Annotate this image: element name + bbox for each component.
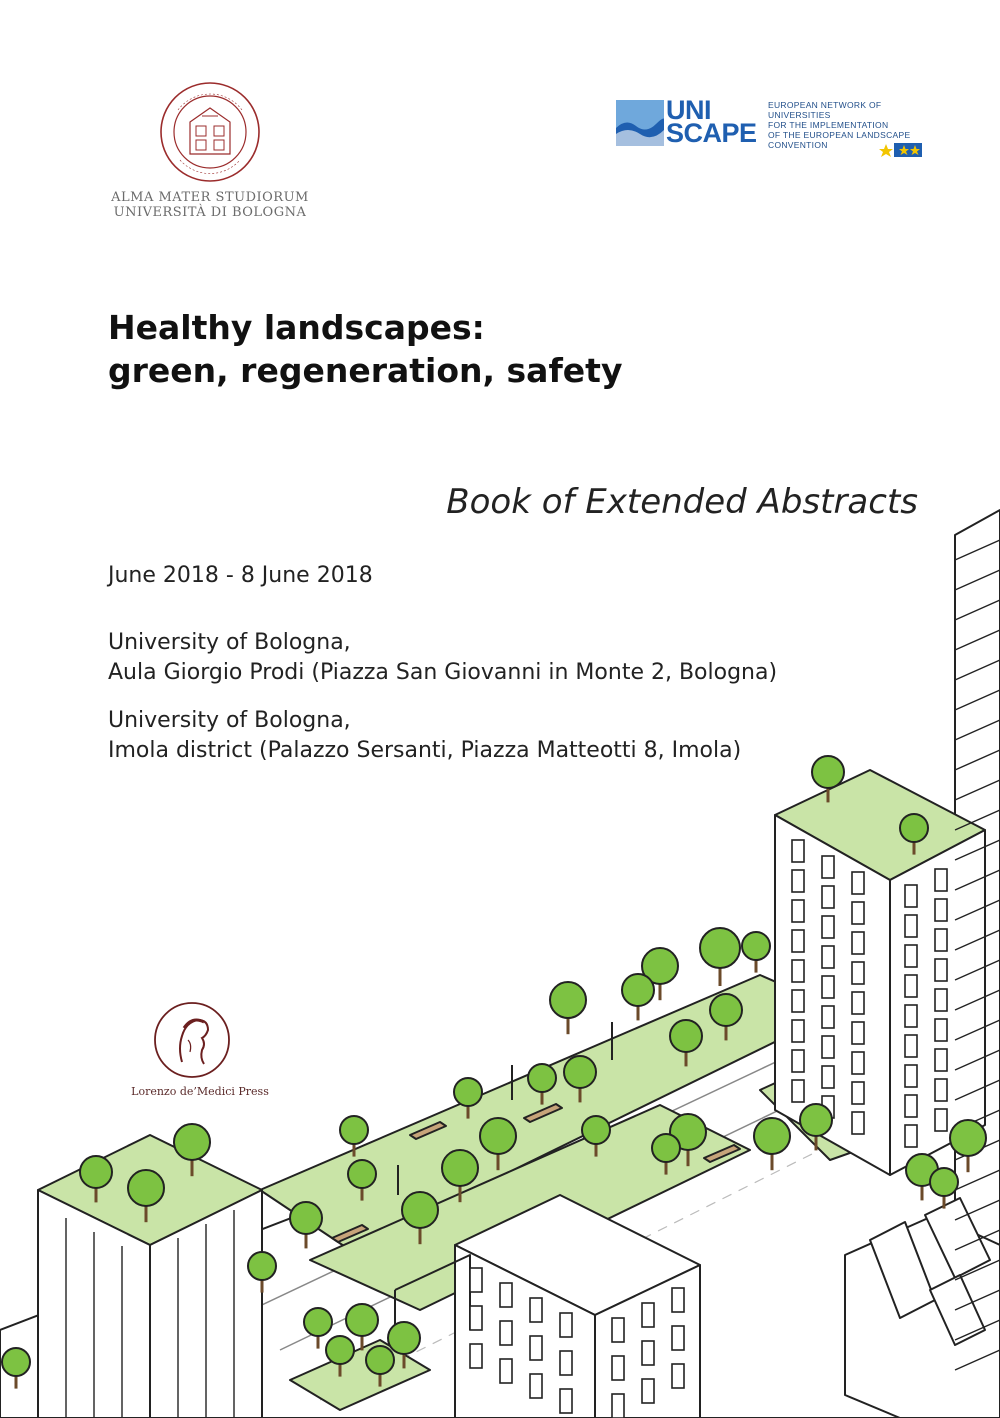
tree-icon	[366, 1346, 394, 1374]
building-window	[852, 1052, 864, 1074]
building-window	[822, 1066, 834, 1088]
building-window	[905, 975, 917, 997]
building-window	[470, 1268, 482, 1292]
building-window	[935, 1049, 947, 1071]
building-window	[642, 1303, 654, 1327]
building-window	[792, 990, 804, 1012]
building-window	[935, 929, 947, 951]
building-window	[905, 1125, 917, 1147]
building-window	[470, 1344, 482, 1368]
building-window	[935, 899, 947, 921]
building-window	[822, 1036, 834, 1058]
venue-1-line2: Aula Giorgio Prodi (Piazza San Giovanni in Monte 2, Bologna)	[108, 660, 778, 685]
building-window	[612, 1394, 624, 1418]
building-window	[792, 1080, 804, 1102]
building-window	[905, 885, 917, 907]
tree-icon	[346, 1304, 378, 1336]
building-window	[500, 1321, 512, 1345]
building-window	[642, 1341, 654, 1365]
tree-icon	[812, 756, 844, 788]
tree-icon	[2, 1348, 30, 1376]
building-window	[852, 872, 864, 894]
building-window	[792, 1050, 804, 1072]
building-window	[672, 1364, 684, 1388]
building-window	[500, 1359, 512, 1383]
tree-icon	[754, 1118, 790, 1154]
tree-icon	[564, 1056, 596, 1088]
tree-icon	[710, 994, 742, 1026]
tree-icon	[388, 1322, 420, 1354]
venue-1-line1: University of Bologna,	[108, 630, 351, 655]
title-line2: green, regeneration, safety	[108, 351, 623, 390]
building-window	[792, 870, 804, 892]
building-window	[530, 1374, 542, 1398]
building-window	[672, 1326, 684, 1350]
uniscape-desc-line4: CONVENTION	[768, 140, 828, 150]
publisher-name: Lorenzo de’Medici Press	[131, 1085, 269, 1098]
tree-icon	[174, 1124, 210, 1160]
building-window	[560, 1313, 572, 1337]
tree-icon	[480, 1118, 516, 1154]
uniscape-desc-line1: EUROPEAN NETWORK OF UNIVERSITIES	[768, 100, 882, 120]
building-window	[530, 1298, 542, 1322]
building-window	[905, 1065, 917, 1087]
tree-icon	[402, 1192, 438, 1228]
tree-icon	[582, 1116, 610, 1144]
building-window	[852, 962, 864, 984]
building-window	[822, 976, 834, 998]
tree-icon	[80, 1156, 112, 1188]
building-window	[822, 916, 834, 938]
tree-icon	[800, 1104, 832, 1136]
building-window	[560, 1351, 572, 1375]
building-window	[852, 902, 864, 924]
building-window	[822, 886, 834, 908]
tree-icon	[670, 1020, 702, 1052]
building-window	[905, 1095, 917, 1117]
venue-2-line1: University of Bologna,	[108, 708, 351, 733]
building-window	[642, 1379, 654, 1403]
tree-icon	[290, 1202, 322, 1234]
building-window	[612, 1356, 624, 1380]
title-line1: Healthy landscapes:	[108, 308, 485, 347]
building-window	[852, 1022, 864, 1044]
tree-icon	[326, 1336, 354, 1364]
tree-icon	[550, 982, 586, 1018]
building-window	[852, 992, 864, 1014]
building-window	[822, 1006, 834, 1028]
building-window	[792, 960, 804, 982]
tree-icon	[454, 1078, 482, 1106]
tree-icon	[442, 1150, 478, 1186]
building-window	[792, 840, 804, 862]
building-window	[792, 1020, 804, 1042]
uniscape-word-top: UNI	[666, 95, 711, 125]
tree-icon	[348, 1160, 376, 1188]
tree-icon	[700, 928, 740, 968]
event-dates: June 2018 - 8 June 2018	[108, 563, 373, 588]
university-name-line1: ALMA MATER STUDIORUM	[111, 190, 309, 205]
tree-icon	[622, 974, 654, 1006]
building-window	[500, 1283, 512, 1307]
tree-icon	[340, 1116, 368, 1144]
building-window	[530, 1336, 542, 1360]
building-window	[905, 945, 917, 967]
building-window	[470, 1306, 482, 1330]
building-window	[792, 900, 804, 922]
tree-icon	[248, 1252, 276, 1280]
building-window	[792, 930, 804, 952]
building-window	[822, 856, 834, 878]
tree-icon	[742, 932, 770, 960]
building-window	[935, 1079, 947, 1101]
building-window	[852, 1082, 864, 1104]
building-window	[935, 989, 947, 1011]
building-window	[612, 1318, 624, 1342]
tree-icon	[652, 1134, 680, 1162]
university-name-line2: UNIVERSITÀ DI BOLOGNA	[113, 205, 307, 220]
building-window	[905, 915, 917, 937]
tree-icon	[528, 1064, 556, 1092]
building-window	[560, 1389, 572, 1413]
venue-2-line2: Imola district (Palazzo Sersanti, Piazza Matteotti 8, Imola)	[108, 738, 742, 763]
building-window	[905, 1005, 917, 1027]
tree-icon	[128, 1170, 164, 1206]
tree-icon	[900, 814, 928, 842]
uniscape-desc-line3: OF THE EUROPEAN LANDSCAPE	[768, 130, 911, 140]
uniscape-word-bottom: SCAPE	[666, 118, 757, 148]
building-window	[935, 1019, 947, 1041]
building-window	[905, 1035, 917, 1057]
tree-icon	[950, 1120, 986, 1156]
building-window	[935, 1109, 947, 1131]
tree-icon	[930, 1168, 958, 1196]
building-window	[935, 869, 947, 891]
subtitle: Book of Extended Abstracts	[446, 482, 918, 522]
building-window	[822, 946, 834, 968]
building-window	[935, 959, 947, 981]
tree-icon	[304, 1308, 332, 1336]
building-window	[852, 1112, 864, 1134]
building-window	[672, 1288, 684, 1312]
uniscape-desc-line2: FOR THE IMPLEMENTATION	[768, 120, 889, 130]
building-window	[852, 932, 864, 954]
